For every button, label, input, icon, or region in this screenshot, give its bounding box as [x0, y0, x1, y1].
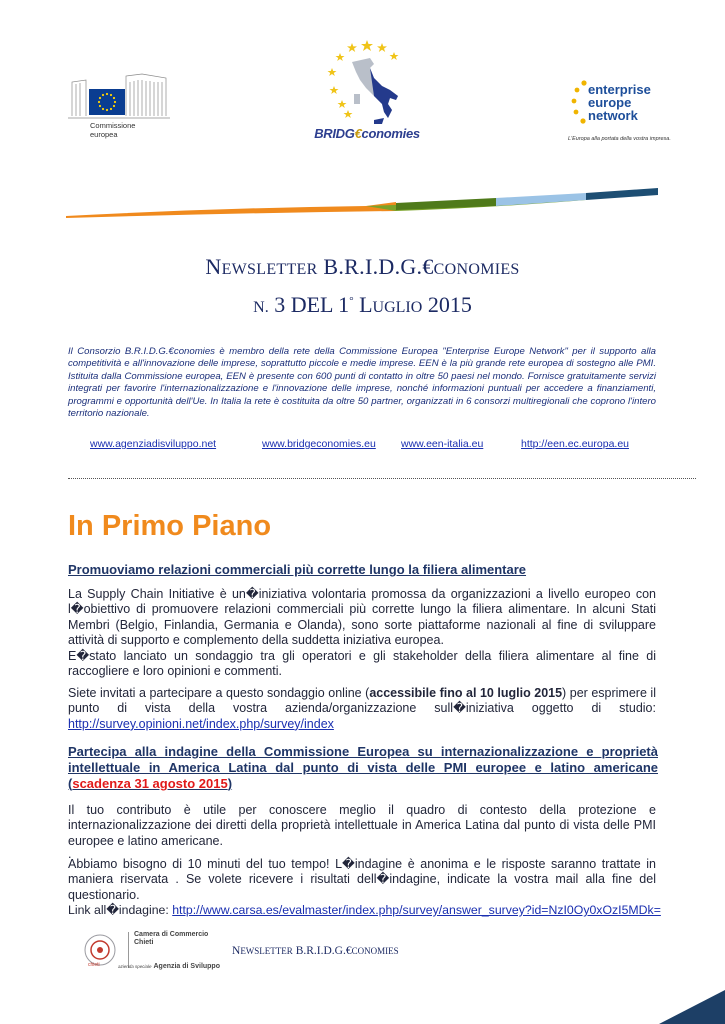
chamber-small-text: chieti: [88, 962, 100, 968]
article2-para2: Abbiamo bisogno di 10 minuti del tuo tempo! L�indagine è anonima e le risposte saranno trattate in maniera riservata . Se volete ricevere i risultati dell�indagine, indicate la vostra mail alla fine del questionario.: [68, 857, 656, 902]
een-word-network: network: [588, 108, 638, 123]
article2-survey-link[interactable]: http://www.carsa.es/evalmaster/index.php/survey/answer_survey?id=NzI0Oy0xOzI5MDk=: [172, 903, 661, 917]
bridgeconomies-logo: [312, 38, 422, 144]
een-word-enterprise: enterprise: [588, 82, 651, 97]
website-links: [68, 438, 658, 452]
footer-newsletter-title: NEWSLETTER B.R.I.D.G.€CONOMIES: [232, 945, 399, 957]
chamber-of-commerce-logo: [82, 930, 222, 974]
newsletter-title: NEWSLETTER B.R.I.D.G.€CONOMIES: [205, 254, 520, 279]
article2-title[interactable]: Partecipa alla indagine della Commissione Europea su internazionalizzazione e proprietà intellettuale in America Latina dal punto di vista delle PMI europee e latino americane (scadenza 31 agosto 2015): [68, 744, 658, 791]
article1-para1b: E�stato lanciato un sondaggio tra gli operatori e gli stakeholder della filiera alimentare al fine di raccogliere e loro opinioni e commenti.: [68, 648, 656, 679]
enterprise-europe-network-logo: [568, 75, 671, 145]
article1-body: [68, 587, 656, 679]
eu-flag-icon: [89, 89, 125, 115]
bridgeconomies-wordmark: BRIDG€conomies: [314, 126, 420, 141]
section-title: In Primo Piano: [68, 510, 272, 542]
link-een-italia[interactable]: www.een-italia.eu: [401, 438, 484, 450]
link-een-europa[interactable]: http://een.ec.europa.eu: [521, 438, 629, 450]
ec-logo-text: Commissione europea: [90, 121, 136, 139]
article1-title[interactable]: Promuoviamo relazioni commerciali più corrette lungo la filiera alimentare: [68, 562, 527, 577]
article1-survey-link[interactable]: http://survey.opinioni.net/index.php/survey/index: [68, 716, 334, 731]
issue-title: N. 3 DEL 1° LUGLIO 2015: [253, 292, 472, 317]
link-agenziadisviluppo[interactable]: www.agenziadisviluppo.net: [90, 438, 217, 450]
article2-dot: .: [68, 847, 72, 861]
page-corner-triangle: [659, 990, 725, 1024]
article2-link-line: Link all�indagine: http://www.carsa.es/evalmaster/index.php/survey/answer_survey?id=NzI0Oy0xOzI5MDk=: [68, 903, 661, 917]
italy-map-stars-icon: [312, 38, 422, 128]
een-tagline: L'Europa alla portata della vostra impresa.: [568, 136, 671, 142]
intro-paragraph: Il Consorzio B.R.I.D.G.€conomies è membro della rete della Commissione Europea "Enterprise Europe Network" per il supporto alla competitività e all'innovazione delle imprese, soprattutto piccole e medie imprese. EEN è la più grande rete europea di sostegno alle PMI. Istituita dalla Commissione europea, EEN è presente con 600 punti di contatto in oltre 50 paesi nel mondo. Fornisce gratuitamente servizi integrati per favorire l'internazionalizzazione e l'innovazione delle imprese, nonché informazioni puntuali per accedere a finanziamenti, programmi e opportunità dell'Ue. In Italia la rete è costituita da oltre 50 partner, organizzati in 6 consorzi multiregionali che coprono l'intero territorio nazionale.: [68, 346, 656, 420]
article1-para1: La Supply Chain Initiative è un�iniziativa volontaria promossa da organizzazioni a livello europeo con l�obiettivo di promuovere relazioni commerciali più corrette lungo la filiera alimentare. In alcuni Stati Membri (Belgio, Finlandia, Germania e Olanda), sono sorte piattaforme nazionali al fine di sviluppare attività di supporto e complemento della suddetta iniziativa europea.: [68, 587, 656, 648]
article2-para1: Il tuo contributo è utile per conoscere meglio il quadro di contesto della protezione e internazionalizzazione dei diretti della proprietà intellettuale in America Latina dal punto di vista delle PMI europee e latino americane.: [68, 803, 656, 848]
article1-invitation: Siete invitati a partecipare a questo sondaggio online (accessibile fino al 10 luglio 2015) per esprimere il punto di vista della vostra azienda/organizzazione sull�iniziativa oggetto di studio: http://survey.opinioni.net/index.php/survey/index: [68, 686, 656, 731]
agency-name: Agenzia di Sviluppo: [153, 963, 220, 970]
european-commission-logo: [68, 72, 170, 142]
chamber-name-line2: Chieti: [134, 939, 154, 946]
header-color-stripe: [66, 186, 658, 220]
een-word-europe: europe: [588, 95, 632, 110]
link-bridgeconomies[interactable]: www.bridgeconomies.eu: [262, 438, 376, 450]
agency-prefix: azienda speciale: [118, 964, 152, 969]
dotted-divider: [68, 478, 696, 479]
article2-deadline: scadenza 31 agosto 2015: [72, 776, 228, 791]
chamber-name-line1: Camera di Commercio: [134, 931, 209, 938]
